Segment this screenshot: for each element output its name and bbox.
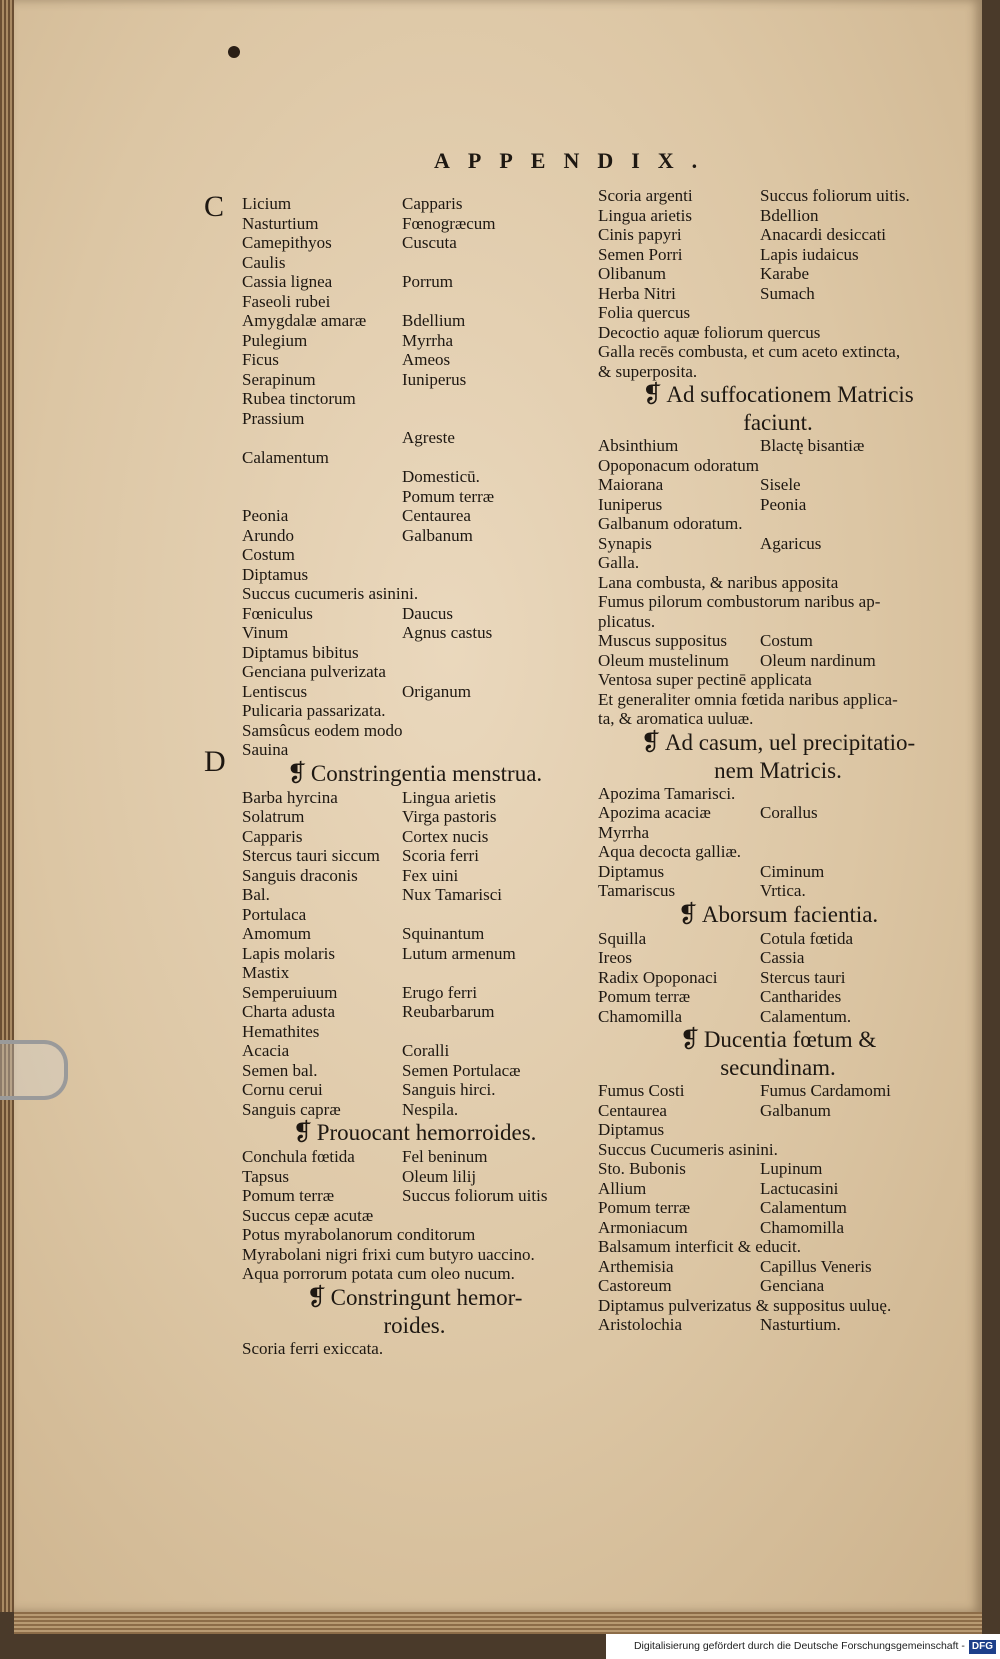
entry-row	[242, 1186, 587, 1206]
entry-line: Potus myrabolanorum conditorum	[242, 1225, 476, 1244]
entry-row	[242, 272, 587, 292]
entry-left: Barba hyrcina	[242, 787, 338, 807]
entry-right: Vrtica.	[760, 881, 806, 900]
entry-left: Diptamus	[242, 564, 309, 584]
entry-right: Reubarbarum	[402, 1002, 495, 1021]
entry-left: Radix Opoponaci	[598, 967, 718, 987]
section-heading-text: nem Matricis.	[714, 757, 842, 783]
entry-row	[598, 987, 958, 1007]
entry-left: Lingua arietis	[598, 205, 692, 225]
entry-row	[598, 842, 958, 862]
entry-left: Aristolochia	[598, 1315, 683, 1334]
entry-left: Arundo	[242, 525, 294, 545]
entry-left: Vinum	[242, 623, 289, 642]
entry-left: Bal.	[242, 885, 270, 904]
entry-line: Scoria ferri exiccata.	[242, 1338, 384, 1358]
entry-left: Scoria argenti	[598, 186, 693, 205]
entry-right: Virga pastoris	[402, 807, 497, 826]
entry-row	[242, 448, 587, 468]
entry-right: Lutum armenum	[402, 943, 516, 963]
entry-row	[242, 1022, 587, 1042]
entry-left: Apozima acaciæ	[598, 803, 711, 822]
entry-right: Pomum terræ	[402, 486, 495, 506]
entry-right: Oleum lilij	[402, 1166, 477, 1186]
entry-line: Et generaliter omnia fœtida naribus applica-	[598, 689, 898, 709]
section-heading	[242, 1284, 587, 1312]
paragraph-mark-icon: ❡	[642, 382, 663, 408]
entry-row	[598, 1007, 958, 1027]
entry-row	[242, 545, 587, 565]
entry-row	[598, 651, 958, 671]
entry-row	[242, 233, 587, 253]
ink-blot	[228, 46, 240, 58]
entry-right: Nux Tamarisci	[402, 885, 502, 904]
paragraph-mark-icon: ❡	[292, 1120, 313, 1146]
entry-left: Hemathites	[242, 1021, 320, 1041]
entry-left: Nasturtium	[242, 213, 319, 233]
entry-row	[598, 186, 958, 206]
entry-right: Fel beninum	[402, 1147, 488, 1166]
section-heading	[598, 1026, 958, 1054]
entry-row	[242, 1167, 587, 1187]
entry-right: Daucus	[402, 603, 453, 623]
section-heading	[598, 1054, 958, 1081]
entry-left: Solatrum	[242, 807, 305, 826]
entry-row	[598, 631, 958, 651]
entry-right: Cortex nucis	[402, 826, 489, 846]
entry-right: Agreste	[402, 428, 455, 447]
entry-line: Galla recēs combusta, et cum aceto extincta,	[598, 342, 901, 361]
section-heading	[598, 729, 958, 757]
section-heading-text: Prouocant hemorroides.	[316, 1120, 537, 1145]
section-letter-c: C	[204, 190, 225, 223]
entry-row	[242, 428, 587, 448]
entry-row	[242, 506, 587, 526]
section-heading-text: Ad suffocationem Matricis	[666, 382, 914, 407]
entry-row	[598, 514, 958, 534]
entry-left: Fœniculus	[242, 603, 313, 623]
entry-row	[242, 331, 587, 351]
entry-row	[242, 253, 587, 273]
entry-right: Cassia	[760, 948, 805, 967]
book-page-edges	[0, 0, 14, 1612]
entry-right: Origanum	[402, 681, 471, 701]
entry-left: Capparis	[242, 826, 303, 846]
entry-right: Cotula fœtida	[760, 928, 854, 948]
entry-line: ta, & aromatica uuluæ.	[598, 709, 754, 728]
entry-row	[598, 284, 958, 304]
paragraph-mark-icon: ❡	[679, 1027, 700, 1053]
entry-right: Bdellium	[402, 311, 466, 330]
entry-row	[598, 1198, 958, 1218]
entry-left: Pomum terræ	[242, 1186, 335, 1205]
entry-row	[598, 784, 958, 804]
entry-left: Charta adusta	[242, 1002, 335, 1021]
section-heading	[598, 409, 958, 436]
paragraph-mark-icon: ❡	[286, 760, 307, 787]
entry-row	[242, 924, 587, 944]
entry-left: Arthemisia	[598, 1256, 674, 1276]
section-heading	[598, 901, 958, 929]
entry-line: Fumus pilorum combustorum naribus ap-	[598, 592, 881, 611]
entry-left	[242, 467, 402, 487]
entry-right: Blactę bisantiæ	[760, 436, 865, 455]
digitization-footer	[606, 1634, 1000, 1659]
entry-left: Portulaca	[242, 904, 307, 924]
entry-row	[242, 1147, 587, 1167]
entry-right: Scoria ferri	[402, 846, 479, 865]
entry-line: Succus cepæ acutæ	[242, 1205, 374, 1225]
entry-right: Sanguis hirci.	[402, 1080, 496, 1099]
entry-left: Pulegium	[242, 330, 308, 350]
entry-right: Agnus castus	[402, 623, 493, 642]
entry-line: plicatus.	[598, 611, 656, 631]
entry-row	[598, 456, 958, 476]
entry-right: Sumach	[760, 283, 815, 303]
entry-right: Lactucasini	[760, 1178, 839, 1198]
entry-left: Allium	[598, 1178, 647, 1198]
entry-left: Amygdalæ amaræ	[242, 311, 367, 330]
entry-row	[598, 1179, 958, 1199]
entry-left: Tapsus	[242, 1166, 289, 1186]
entry-left: Synapis	[598, 533, 652, 553]
entry-left: Apozima Tamarisci.	[598, 783, 736, 803]
entry-line: & superposita.	[598, 361, 698, 381]
paragraph-mark-icon: ❡	[640, 729, 661, 756]
entry-row	[242, 682, 587, 702]
entry-row	[598, 1218, 958, 1238]
entry-left: Tamariscus	[598, 881, 676, 900]
entry-row	[242, 944, 587, 964]
entry-left: Rubea tinctorum	[242, 389, 356, 408]
entry-left: Castoreum	[598, 1276, 672, 1295]
section-heading	[242, 1119, 587, 1147]
entry-right: Chamomilla	[760, 1217, 845, 1237]
entry-left: Amomum	[242, 924, 311, 943]
section-heading-text: Constringentia menstrua.	[310, 760, 543, 786]
entry-right: Domesticū.	[402, 467, 480, 486]
section-heading-text: Aborsum facientia.	[701, 901, 879, 927]
entry-right: Squinantum	[402, 924, 485, 943]
entry-left: Peonia	[242, 506, 289, 525]
entry-row	[598, 1120, 958, 1140]
entry-right: Galbanum	[402, 525, 473, 545]
entry-left: Squilla	[598, 928, 647, 948]
entry-row	[598, 1159, 958, 1179]
entry-line: Genciana pulverizata	[242, 662, 386, 681]
entry-line: Succus cucumeris asinini.	[242, 584, 419, 603]
entry-right: Porrum	[402, 272, 453, 291]
section-heading	[242, 1312, 587, 1339]
section-letter-d: D	[204, 745, 226, 778]
entry-left: Oleum mustelinum	[598, 650, 729, 670]
section-heading-text: roides.	[383, 1312, 446, 1338]
entry-left: Sanguis draconis	[242, 865, 358, 885]
entry-row	[598, 948, 958, 968]
entry-right: Fex uini	[402, 865, 459, 885]
running-head: APPENDIX.	[434, 148, 716, 173]
entry-left: Calamentum	[242, 447, 329, 467]
entry-row	[598, 436, 958, 456]
entry-right: Succus foliorum uitis.	[760, 186, 910, 205]
entry-row	[242, 788, 587, 808]
entry-right: Capparis	[402, 194, 463, 213]
entry-row	[598, 495, 958, 515]
entry-right: Nespila.	[402, 1099, 459, 1119]
section-heading	[598, 381, 958, 409]
entry-left: Acacia	[242, 1041, 290, 1060]
entry-right: Karabe	[760, 264, 810, 283]
book-page	[14, 0, 982, 1612]
entry-row	[242, 487, 587, 507]
entry-right: Ciminum	[760, 861, 825, 881]
entry-line: Diptamus pulverizatus & suppositus uuluę.	[598, 1295, 892, 1315]
entry-line: Sauina	[242, 740, 289, 759]
entry-row	[242, 389, 587, 409]
entry-right: Corallus	[760, 803, 818, 822]
entry-row	[598, 968, 958, 988]
entry-line: Aqua porrorum potata cum oleo nucum.	[242, 1264, 515, 1283]
entry-right: Lupinum	[760, 1159, 823, 1178]
entry-right: Fœnogræcum	[402, 213, 496, 233]
entry-right: Coralli	[402, 1041, 450, 1060]
entry-left: Aqua decocta galliæ.	[598, 842, 742, 861]
entry-right: Calamentum.	[760, 1006, 852, 1026]
entry-left: Maiorana	[598, 475, 664, 494]
entry-left: Centaurea	[598, 1100, 667, 1120]
entry-left: Absinthium	[598, 436, 679, 455]
entry-row	[598, 881, 958, 901]
entry-row	[242, 292, 587, 312]
entry-right: Bdellion	[760, 205, 819, 225]
entry-right: Succus foliorum uitis	[402, 1186, 548, 1205]
entry-right: Agaricus	[760, 533, 822, 553]
entry-left: Cinis papyri	[598, 225, 682, 244]
right-column	[598, 186, 958, 1335]
entry-row	[242, 565, 587, 585]
section-heading-text: secundinam.	[720, 1055, 836, 1080]
entry-row	[242, 350, 587, 370]
entry-line: Myrabolani nigri frixi cum butyro uaccino.	[242, 1244, 535, 1264]
entry-line: Lana combusta, & naribus apposita	[598, 572, 839, 592]
entry-line: Ventosa super pectinē applicata	[598, 670, 812, 689]
entry-left: Diptamus	[598, 861, 665, 881]
entry-row	[598, 1315, 958, 1335]
entry-left: Olibanum	[598, 264, 666, 283]
entry-line: Samsûcus eodem modo	[242, 720, 403, 740]
entry-row	[598, 1257, 958, 1277]
entry-line: Succus Cucumeris asinini.	[598, 1139, 778, 1159]
entry-row	[598, 1276, 958, 1296]
entry-right: Fumus Cardamomi	[760, 1081, 891, 1100]
entry-left: Muscus suppositus	[598, 631, 727, 650]
entry-left: Sanguis capræ	[242, 1099, 341, 1119]
entry-line: Folia quercus	[598, 303, 691, 322]
section-heading-text: faciunt.	[743, 410, 813, 435]
entry-row	[598, 862, 958, 882]
paragraph-mark-icon: ❡	[306, 1284, 327, 1311]
entry-line: Balsamum interficit & educit.	[598, 1237, 802, 1256]
entry-row	[242, 885, 587, 905]
entry-row	[598, 1081, 958, 1101]
entry-row	[242, 1080, 587, 1100]
entry-left: Cornu cerui	[242, 1080, 323, 1099]
entry-row	[242, 1002, 587, 1022]
footer-text: Digitalisierung gefördert durch die Deutsche Forschungsgemeinschaft -	[633, 1640, 965, 1652]
section-heading	[242, 760, 587, 788]
entry-left: Armoniacum	[598, 1217, 688, 1237]
entry-left: Galla.	[598, 553, 640, 572]
entry-left: Sto. Bubonis	[598, 1159, 686, 1178]
entry-row	[598, 206, 958, 226]
entry-right: Semen Portulacæ	[402, 1060, 521, 1080]
entry-row	[598, 1101, 958, 1121]
entry-row	[242, 370, 587, 390]
entry-row	[242, 963, 587, 983]
entry-right: Erugo ferri	[402, 982, 478, 1002]
entry-right: Ameos	[402, 350, 451, 369]
entry-row	[598, 803, 958, 823]
entry-row	[242, 1061, 587, 1081]
entry-left: Camepithyos	[242, 233, 332, 252]
entry-right: Stercus tauri	[760, 967, 846, 987]
entry-left: Licium	[242, 194, 292, 213]
entry-left	[242, 428, 402, 448]
entry-row	[598, 553, 958, 573]
entry-right: Calamentum	[760, 1198, 847, 1217]
entry-left: Ireos	[598, 948, 632, 967]
entry-row	[598, 823, 958, 843]
entry-row	[242, 623, 587, 643]
entry-row	[242, 1041, 587, 1061]
entry-line: Diptamus bibitus	[242, 642, 359, 662]
entry-left: Opoponacum odoratum	[598, 455, 759, 475]
book-page-bottom-edge	[14, 1612, 982, 1634]
entry-right: Peonia	[760, 494, 807, 514]
entry-right: Sisele	[760, 475, 801, 494]
entry-right: Nasturtium.	[760, 1315, 841, 1334]
dfg-logo-icon: DFG	[969, 1640, 996, 1654]
entry-left: Caulis	[242, 252, 286, 272]
entry-left: Faseoli rubei	[242, 291, 331, 311]
entry-right: Genciana	[760, 1276, 825, 1295]
entry-left	[242, 487, 402, 507]
entry-row	[598, 929, 958, 949]
entry-left: Myrrha	[598, 822, 649, 842]
entry-left: Diptamus	[598, 1120, 665, 1139]
entry-left: Fumus Costi	[598, 1081, 685, 1100]
entry-left: Costum	[242, 545, 295, 564]
entry-left: Pomum terræ	[598, 987, 691, 1006]
entry-left: Stercus tauri siccum	[242, 846, 380, 865]
entry-right: Anacardi desiccati	[760, 225, 887, 244]
entry-left: Prassium	[242, 408, 305, 428]
entry-line: Decoctio aquæ foliorum quercus	[598, 322, 821, 342]
entry-right: Myrrha	[402, 330, 453, 350]
entry-row	[598, 245, 958, 265]
entry-left: Semen Porri	[598, 244, 683, 264]
entry-right: Centaurea	[402, 506, 471, 525]
entry-right: Oleum nardinum	[760, 650, 876, 670]
entry-right: Capillus Veneris	[760, 1256, 872, 1276]
entry-row	[242, 905, 587, 925]
left-column	[242, 194, 587, 1358]
section-heading	[598, 757, 958, 784]
entry-left: Pomum terræ	[598, 1198, 691, 1217]
section-heading-text: Ducentia fœtum &	[703, 1027, 877, 1052]
entry-left: Lentiscus	[242, 681, 308, 701]
entry-left: Cassia lignea	[242, 272, 333, 291]
entry-row	[242, 311, 587, 331]
section-heading-text: Ad casum, uel precipitatio-	[664, 729, 916, 755]
entry-row	[242, 409, 587, 429]
entry-row	[242, 983, 587, 1003]
entry-row	[242, 1100, 587, 1120]
entry-right: Lapis iudaicus	[760, 244, 859, 264]
page-clip	[0, 1040, 68, 1100]
entry-row	[242, 846, 587, 866]
entry-left: Semperuiuum	[242, 982, 338, 1002]
section-heading-text: Constringunt hemor-	[330, 1284, 523, 1310]
entry-row	[242, 526, 587, 546]
entry-left: Iuniperus	[598, 494, 663, 514]
entry-left: Serapinum	[242, 369, 316, 389]
entry-left: Lapis molaris	[242, 943, 336, 963]
entry-row	[242, 807, 587, 827]
entry-left: Chamomilla	[598, 1006, 683, 1026]
entry-right: Galbanum	[760, 1100, 831, 1120]
entry-row	[242, 214, 587, 234]
entry-left: Ficus	[242, 350, 279, 369]
entry-row	[598, 264, 958, 284]
entry-right: Costum	[760, 631, 813, 650]
entry-left: Semen bal.	[242, 1060, 318, 1080]
entry-row	[242, 194, 587, 214]
entry-right: Lingua arietis	[402, 787, 496, 807]
entry-row	[242, 866, 587, 886]
entry-left: Conchula fœtida	[242, 1147, 355, 1166]
entry-left: Herba Nitri	[598, 283, 676, 303]
entry-right: Iuniperus	[402, 369, 467, 389]
entry-right: Cantharides	[760, 987, 842, 1006]
entry-line: Pulicaria passarizata.	[242, 701, 386, 720]
entry-left: Mastix	[242, 963, 290, 982]
entry-row	[598, 225, 958, 245]
entry-row	[598, 475, 958, 495]
entry-row	[598, 534, 958, 554]
entry-row	[242, 604, 587, 624]
entry-right: Cuscuta	[402, 233, 457, 252]
paragraph-mark-icon: ❡	[677, 901, 698, 928]
entry-row	[242, 827, 587, 847]
entry-row	[242, 467, 587, 487]
entry-left: Galbanum odoratum.	[598, 514, 743, 533]
